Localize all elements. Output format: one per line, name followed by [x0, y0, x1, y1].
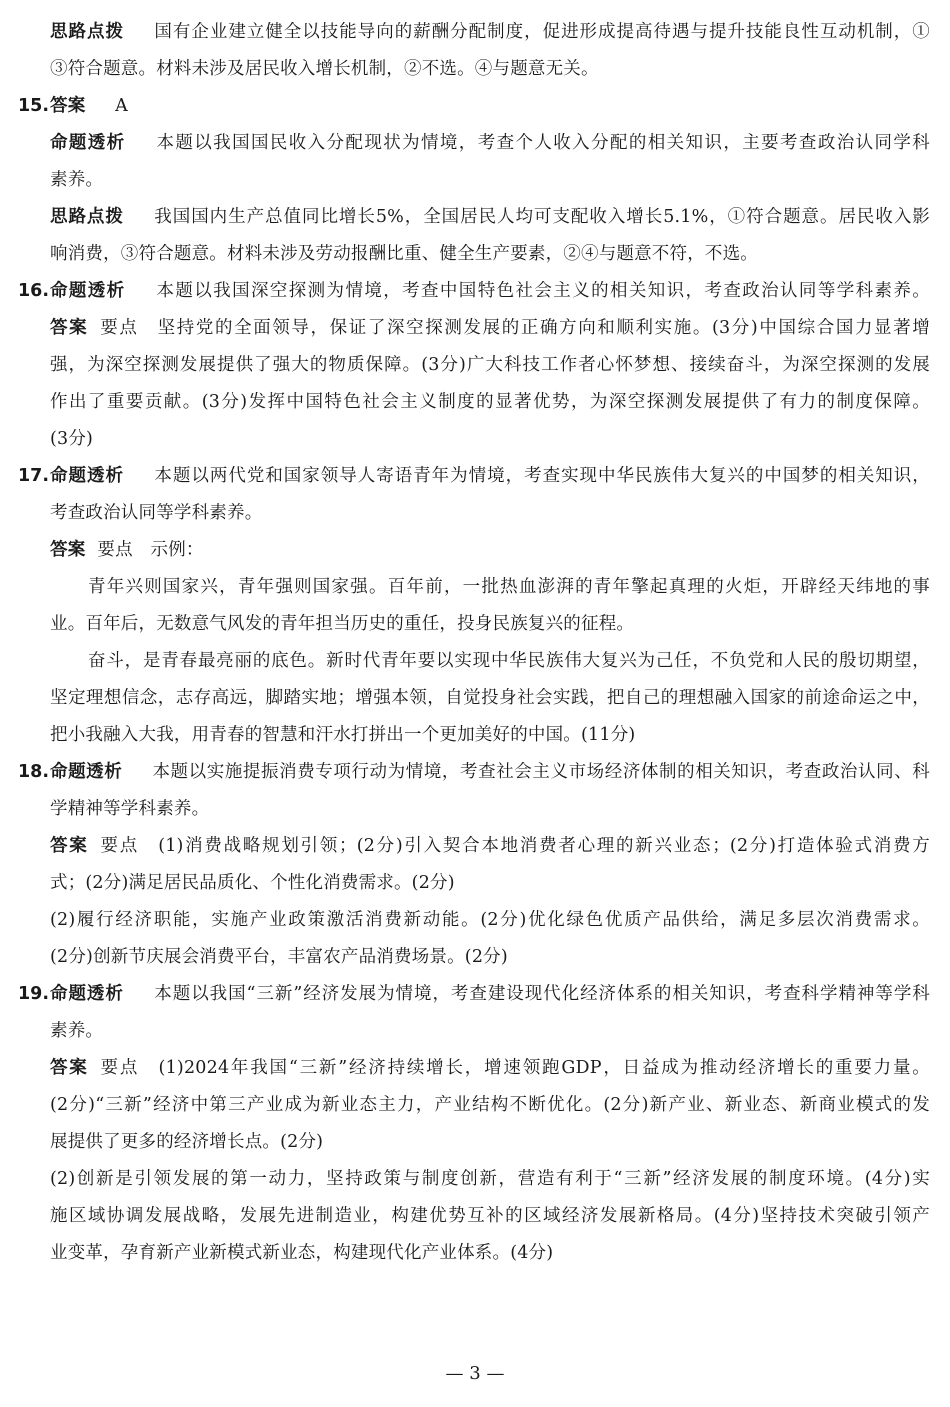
text-line: (2分)创新节庆展会消费平台，丰富农产品消费场景。(2分) — [50, 947, 508, 967]
section-label: 思路点拨 — [50, 207, 124, 227]
page-number: — 3 — — [445, 1363, 505, 1384]
text-line: 式；(2分)满足居民品质化、个性化消费需求。(2分) — [50, 873, 455, 893]
section-label: 命题透析 — [50, 762, 123, 782]
text-line: 素养。 — [50, 170, 104, 190]
text-line: 命题透析 本题以实施提振消费专项行动为情境，考查社会主义市场经济体制的相关知识，考查政治认同、科 — [50, 762, 930, 782]
section-label: 答案 — [50, 540, 86, 560]
text-line: (3分) — [50, 429, 94, 449]
text-line: 奋斗，是青春最亮丽的底色。新时代青年要以实现中华民族伟大复兴为己任，不负党和人民的殷切期望， — [88, 651, 930, 671]
text-line: 学精神等学科素养。 — [50, 799, 210, 819]
text-line: ③符合题意。材料未涉及居民收入增长机制，②不选。④与题意无关。 — [50, 59, 599, 79]
text-line: 作出了重要贡献。(3分)发挥中国特色社会主义制度的显著优势，为深空探测发展提供了有力的制度保障。 — [50, 392, 930, 412]
section-label: 命题透析 — [50, 466, 124, 486]
section-label: 答案 — [50, 96, 86, 116]
question-number: 15. — [18, 96, 50, 116]
section-label: 命题透析 — [50, 281, 126, 301]
question-number: 16. — [18, 281, 50, 301]
text-line: 展提供了更多的经济增长点。(2分) — [50, 1132, 324, 1152]
section-label: 思路点拨 — [50, 22, 124, 42]
text-line: 响消费，③符合题意。材料未涉及劳动报酬比重、健全生产要素，②④与题意不符，不选。 — [50, 244, 758, 264]
question-number: 17. — [18, 466, 50, 486]
question-number: 18. — [18, 762, 50, 782]
text-line: 答案 要点 (1)2024年我国“三新”经济持续增长，增速领跑GDP，日益成为推动经济增长的重要力量。 — [50, 1058, 930, 1078]
text-line: 青年兴则国家兴，青年强则国家强。百年前，一批热血澎湃的青年擎起真理的火炬，开辟经天纬地的事 — [88, 577, 930, 597]
text-line: 强，为深空探测发展提供了强大的物质保障。(3分)广大科技工作者心怀梦想、接续奋斗，为深空探测的发展 — [50, 355, 930, 375]
text-line: 命题透析 本题以两代党和国家领导人寄语青年为情境，考查实现中华民族伟大复兴的中国梦的相关知识， — [50, 466, 930, 486]
text-line: 思路点拨 我国国内生产总值同比增长5%，全国居民人均可支配收入增长5.1%，①符合题意。居民收入影 — [50, 207, 930, 227]
text-line: 答案 要点 坚持党的全面领导，保证了深空探测发展的正确方向和顺利实施。(3分)中国综合国力显著增 — [50, 318, 930, 338]
section-label: 答案 — [50, 836, 89, 856]
text-line: 坚定理想信念，志存高远，脚踏实地；增强本领，自觉投身社会实践，把自己的理想融入国家的前途命运之中， — [50, 688, 930, 708]
question-number: 19. — [18, 984, 50, 1004]
text-line: 业变革，孕育新产业新模式新业态，构建现代化产业体系。(4分) — [50, 1243, 554, 1263]
text-line: 命题透析 本题以我国国民收入分配现状为情境，考查个人收入分配的相关知识，主要考查政治认同学科 — [50, 133, 930, 153]
text-line: (2分)“三新”经济中第三产业成为新业态主力，产业结构不断优化。(2分)新产业、新业态、新商业模式的发 — [50, 1095, 930, 1115]
text-line: 命题透析 本题以我国“三新”经济发展为情境，考查建设现代化经济体系的相关知识，考查科学精神等学科 — [50, 984, 930, 1004]
text-line: (2)履行经济职能，实施产业政策激活消费新动能。(2分)优化绿色优质产品供给，满足多层次消费需求。 — [50, 910, 930, 930]
text-line: 素养。 — [50, 1021, 104, 1041]
text-line: 思路点拨 国有企业建立健全以技能导向的薪酬分配制度，促进形成提高待遇与提升技能良性互动机制，① — [50, 22, 930, 42]
text-line: 命题透析 本题以我国深空探测为情境，考查中国特色社会主义的相关知识，考查政治认同等学科素养。 — [50, 281, 930, 301]
text-line: (2)创新是引领发展的第一动力，坚持政策与制度创新，营造有利于“三新”经济发展的制度环境。(4分)实 — [50, 1169, 930, 1189]
text-line: 答案 要点 示例： — [50, 540, 204, 560]
section-label: 命题透析 — [50, 984, 124, 1004]
text-line: 把小我融入大我，用青春的智慧和汗水打拼出一个更加美好的中国。(11分) — [50, 725, 636, 745]
text-line: 施区域协调发展战略，发展先进制造业，构建优势互补的区域经济发展新格局。(4分)坚持技术突破引领产 — [50, 1206, 930, 1226]
text-line: 考查政治认同等学科素养。 — [50, 503, 263, 523]
text-line: 业。百年后，无数意气风发的青年担当历史的重任，投身民族复兴的征程。 — [50, 614, 635, 634]
answer-line: 答案 A — [50, 96, 128, 116]
section-label: 命题透析 — [50, 133, 126, 153]
section-label: 答案 — [50, 318, 89, 338]
text-line: 答案 要点 (1)消费战略规划引领；(2分)引入契合本地消费者心理的新兴业态；(2分)打造体验式消费方 — [50, 836, 930, 856]
section-label: 答案 — [50, 1058, 89, 1078]
